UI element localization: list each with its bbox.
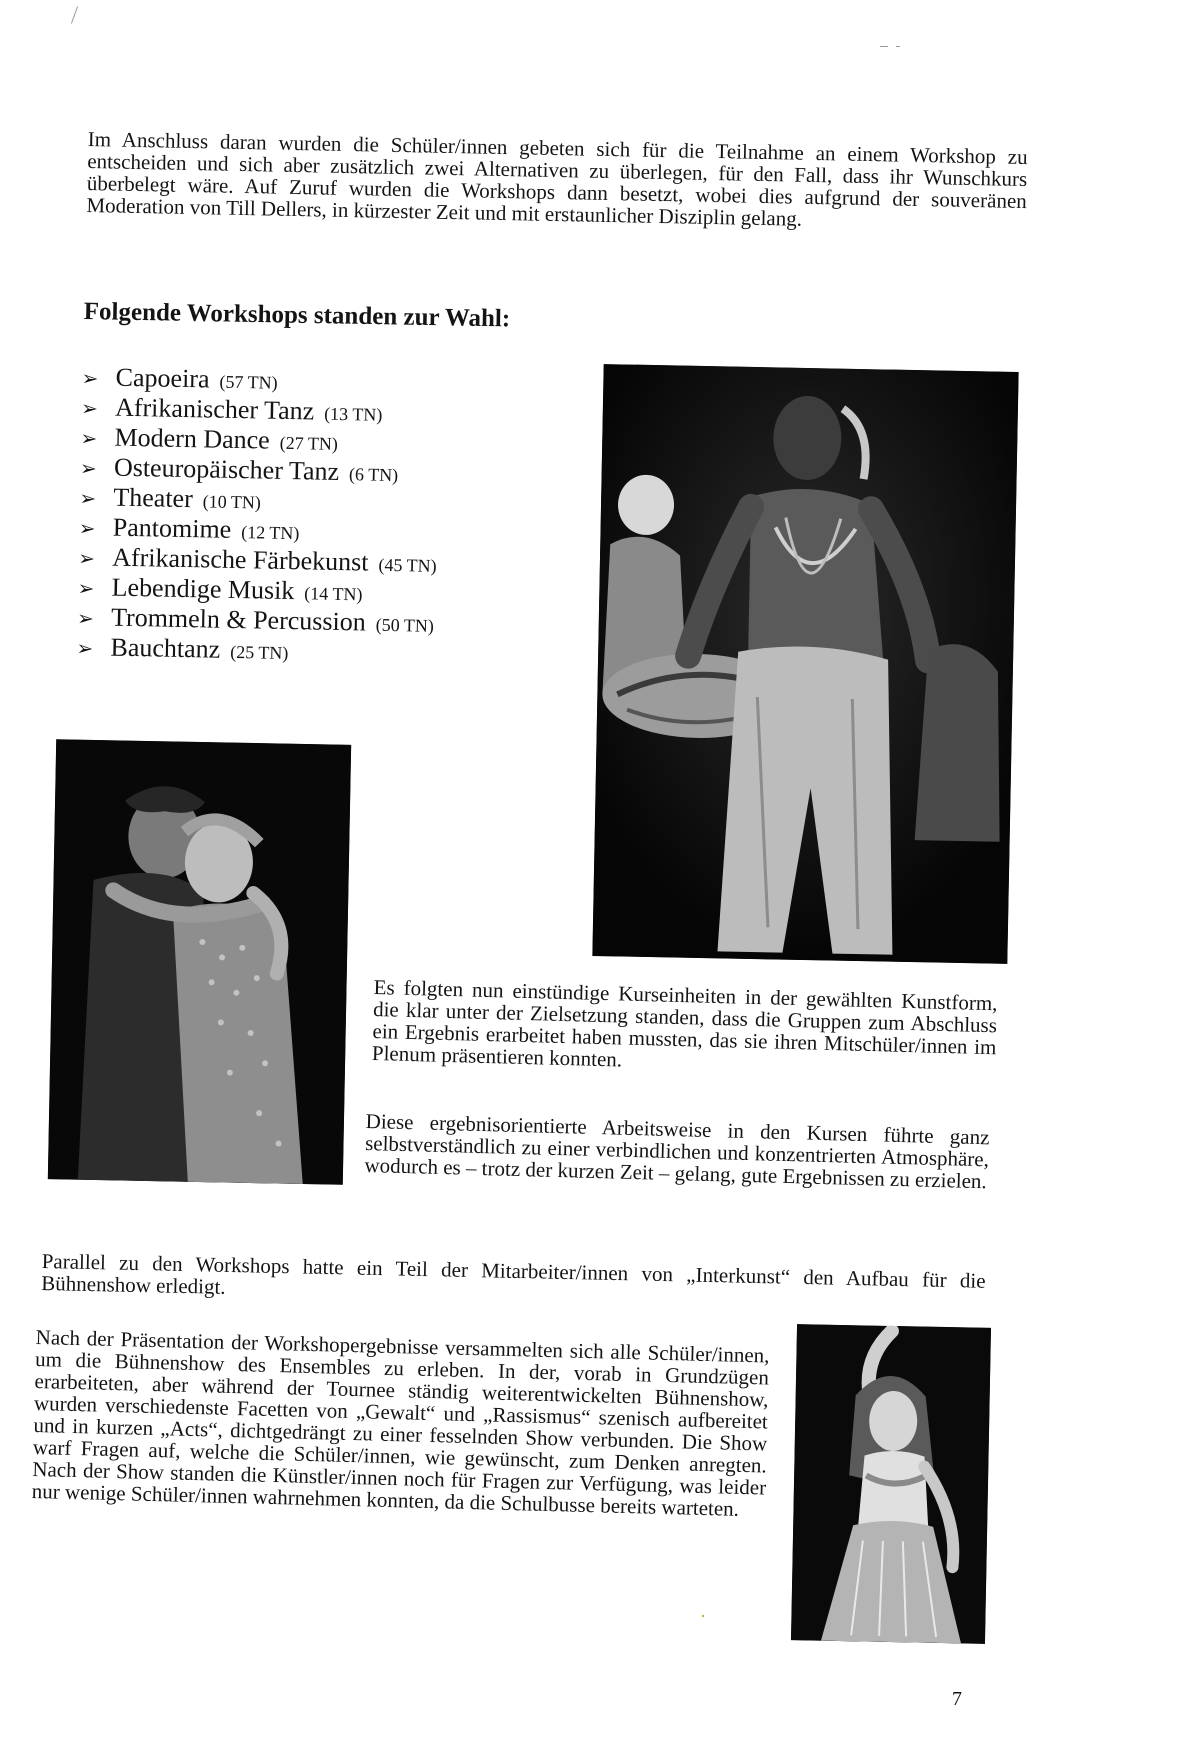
workshop-participant-count: (25 TN) (230, 641, 289, 664)
parallel-paragraph: Parallel zu den Workshops hatte ein Teil der Mitarbeiter/innen von „Interkunst“ den Aufbau für die Bühnenshow erledigt. (41, 1249, 986, 1299)
workshop-list (76, 362, 552, 671)
photo-african-dancer (592, 364, 1018, 964)
workshop-participant-count: (50 TN) (375, 614, 435, 636)
workshop-participant-count: (45 TN) (378, 554, 437, 576)
workshop-name: Afrikanische Färbekunst (111, 542, 369, 577)
arrowhead-bullet-icon: ➢ (80, 425, 98, 451)
workshop-name: Bauchtanz (110, 632, 221, 664)
workshop-participant-count: (13 TN) (323, 403, 383, 425)
workshop-participant-count: (57 TN) (219, 371, 278, 393)
workshop-name: Theater (113, 482, 194, 514)
workshop-participant-count: (12 TN) (241, 522, 300, 544)
results-paragraph (364, 1110, 990, 1192)
arrowhead-bullet-icon: ➢ (76, 605, 95, 631)
page-number: 7 (952, 1688, 962, 1710)
workshop-name: Afrikanischer Tanz (114, 392, 315, 426)
workshop-participant-count: (14 TN) (304, 583, 363, 605)
workshop-name: Trommeln & Percussion (110, 602, 367, 637)
arrowhead-bullet-icon: ➢ (76, 635, 94, 661)
courses-paragraph: Es folgten nun einstündige Kurseinheiten in der gewählten Kunstform, die klar unter der Zielsetzung standen, dass die Gruppen zum Abschluss ein Ergebnis erarbeitet haben mussten, das sie ihren Mitschüler/innen im Plenum präsentieren konnten. (371, 975, 998, 1072)
intro-paragraph: Im Anschluss daran wurden die Schüler/innen gebeten sich für die Teilnahme an einem Workshop zu entscheiden und sich aber zusätzlich zwei Alternativen zu überlegen, für den Fall, dass ihr Wunschkurs überbelegt wäre. Auf Zuruf wurden die Workshops dann besetzt, wobei dies aufgrund der souveränen Moderation von Till Dellers, in kürzester Zeit und mit erstaunlicher Disziplin gelang. (86, 127, 1028, 231)
workshop-name: Lebendige Musik (111, 572, 295, 606)
arrowhead-bullet-icon: ➢ (79, 455, 97, 481)
workshop-name: Pantomime (112, 512, 232, 544)
workshop-name: Capoeira (115, 362, 210, 394)
arrowhead-bullet-icon: ➢ (81, 365, 99, 391)
workshop-participant-count: (27 TN) (279, 432, 339, 454)
workshop-participant-count: (6 TN) (348, 464, 399, 486)
workshop-participant-count: (10 TN) (202, 491, 262, 513)
arrowhead-bullet-icon: ➢ (78, 545, 96, 571)
arrowhead-bullet-icon: ➢ (78, 515, 96, 541)
workshop-name: Osteuropäischer Tanz (113, 452, 340, 486)
results-text: Diese ergebnisorientierte Arbeitsweise in den Kursen führte ganz selbstverständlich zu einer verbindlichen und konzentrierten Atmosphäre, wodurch es – trotz der kurzen Zeit – gelang, gute Ergebnissen zu erzielen. (364, 1109, 990, 1194)
workshop-name: Modern Dance (114, 422, 271, 455)
photo-dancing-couple (48, 739, 351, 1185)
photo-belly-dancer (791, 1324, 991, 1644)
arrowhead-bullet-icon: ➢ (80, 395, 99, 421)
arrowhead-bullet-icon: ➢ (77, 575, 95, 601)
workshops-heading: Folgende Workshops standen zur Wahl: (83, 298, 511, 333)
show-paragraph: Nach der Präsentation der Workshopergebnisse versammelten sich alle Schüler/innen, um die Bühnenshow des Ensembles zu erleben. In der, vorab in Grundzügen erarbeiteten, aber während der Tournee ständig weiterentwickelten Bühnenshow, wurden verschiedenste Facetten von „Gewalt“ und „Rassismus“ szenisch aufbereitet und in kurzen „Acts“, dichtgedrängt zu einer fesselnden Show verbunden. Die Show warf Fragen auf, welche die Schüler/innen, wie gewünscht, zum Denken anregten. Nach der Show standen die Künstler/innen noch für Fragen zur Verfügung, was leider nur wenige Schüler/innen wahrnehmen konnten, da die Schulbusse bereits warteten. (31, 1325, 770, 1521)
arrowhead-bullet-icon: ➢ (79, 485, 97, 511)
